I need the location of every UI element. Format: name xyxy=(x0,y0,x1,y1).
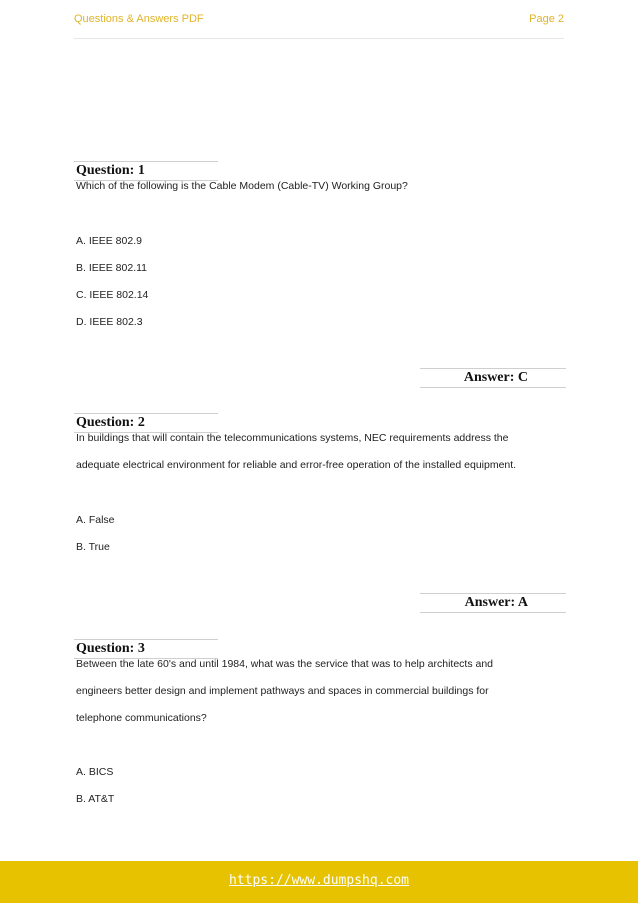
footer-bar xyxy=(0,861,638,903)
question-3-text-line: telephone communications? xyxy=(76,712,207,724)
question-3-label: Question: 3 xyxy=(76,641,145,656)
question-1-text xyxy=(76,173,566,200)
question-3-option-b: B. AT&T xyxy=(76,793,115,805)
question-3-option-a: A. BICS xyxy=(76,766,114,778)
page-header xyxy=(74,8,564,39)
question-1-option-b: B. IEEE 802.11 xyxy=(76,262,148,274)
question-2-text-line: adequate electrical environment for reliable and error-free operation of the installed equipment. xyxy=(76,459,517,471)
question-2-text-line: In buildings that will contain the telecommunications systems, NEC requirements address the xyxy=(76,432,509,444)
question-1-label: Question: 1 xyxy=(76,163,145,178)
question-1-option-c: C. IEEE 802.14 xyxy=(76,289,149,301)
question-2-text xyxy=(76,425,566,479)
question-3-text xyxy=(76,651,566,732)
page-number: Page 2 xyxy=(529,13,564,25)
question-3-text-line: Between the late 60's and until 1984, what was the service that was to help architects and xyxy=(76,658,494,670)
question-1-option-d: D. IEEE 802.3 xyxy=(76,316,143,328)
question-3-text-line: engineers better design and implement pathways and spaces in commercial buildings for xyxy=(76,685,489,697)
question-2-option-a: A. False xyxy=(76,514,115,526)
question-2-option-b: B. True xyxy=(76,541,110,553)
question-1-option-a: A. IEEE 802.9 xyxy=(76,235,142,247)
question-1-answer: Answer: C xyxy=(463,370,528,385)
footer-website-link[interactable]: https://www.dumpshq.com xyxy=(228,873,409,888)
question-2-label: Question: 2 xyxy=(76,415,145,430)
question-2-answer-box xyxy=(420,593,566,613)
question-2-answer: Answer: A xyxy=(464,595,528,610)
header-title: Questions & Answers PDF xyxy=(74,13,204,25)
question-1-answer-box xyxy=(420,368,566,388)
question-1-text-line: Which of the following is the Cable Modem (Cable-TV) Working Group? xyxy=(76,180,408,192)
